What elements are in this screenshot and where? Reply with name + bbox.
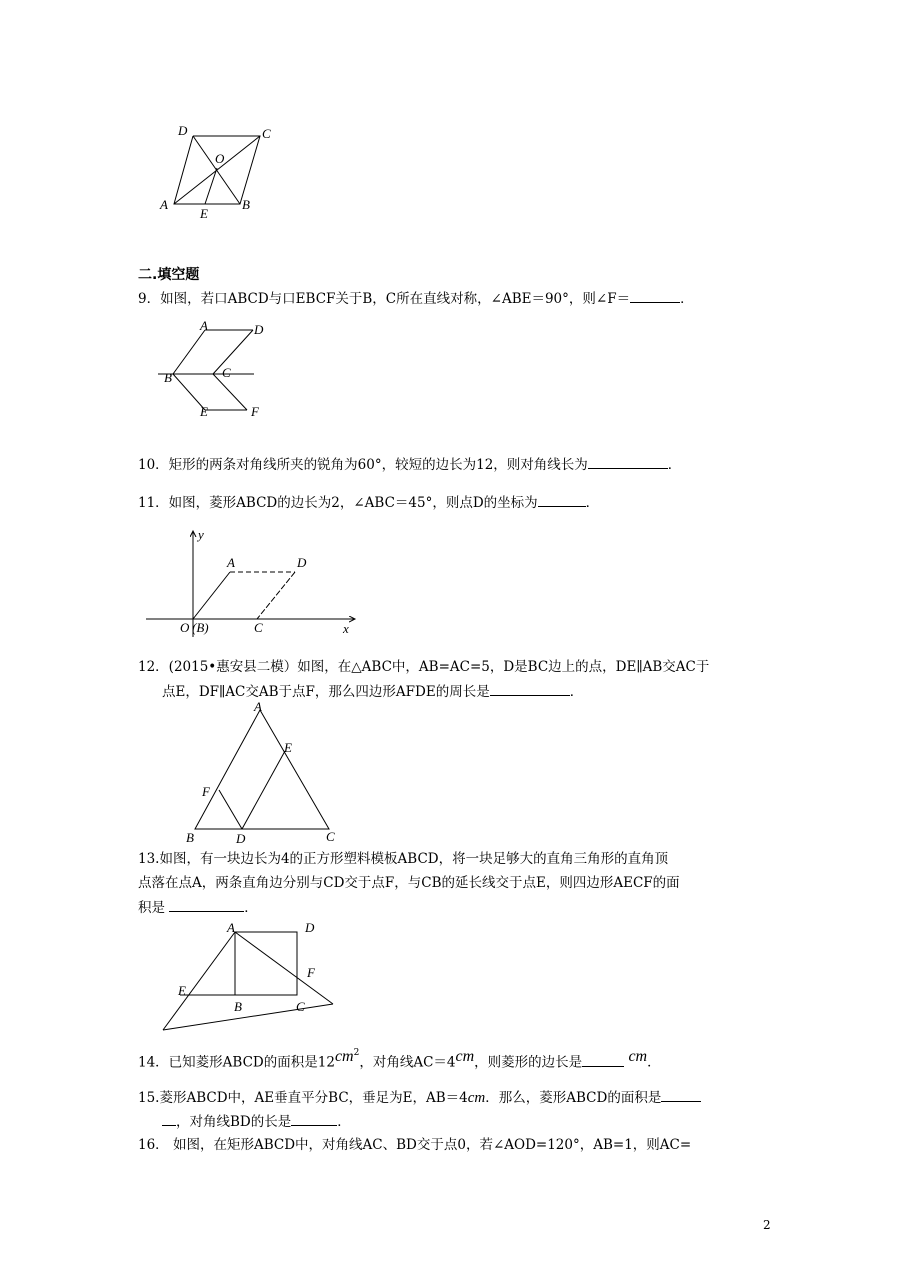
question-13-text: 积是 bbox=[138, 900, 165, 916]
label-E: E bbox=[200, 404, 208, 419]
label-B: B bbox=[164, 370, 172, 385]
question-15-end: ． bbox=[337, 1114, 351, 1130]
label-A: A bbox=[227, 920, 235, 935]
unit-cm: cm bbox=[467, 1090, 486, 1106]
question-9-text: 9．如图，若口ABCD与口EBCF关于B，C所在直线对称，∠ABE＝90°，则∠F＝ bbox=[138, 291, 631, 307]
figure-q9 bbox=[158, 320, 268, 420]
question-11-text: 11．如图，菱形ABCD的边长为2，∠ABC＝45°，则点D的坐标为 bbox=[138, 495, 538, 511]
question-14 bbox=[138, 1047, 661, 1072]
question-14-end: ． bbox=[647, 1054, 661, 1071]
question-14-part-1: 14．已知菱形ABCD的面积是12 bbox=[138, 1054, 335, 1071]
label-C: C bbox=[254, 620, 263, 635]
unit-cm: cm bbox=[455, 1047, 475, 1065]
question-15-part-2: ．那么，菱形ABCD的面积是 bbox=[485, 1090, 662, 1106]
answer-blank bbox=[169, 898, 244, 912]
label-D: D bbox=[178, 123, 188, 138]
label-C: C bbox=[262, 126, 271, 141]
figure-parallelogram-abcd bbox=[155, 118, 285, 223]
question-13-line-2: 点落在点A，两条直角边分别与CD交于点F，与CB的延长线交于点E，则四边形AECF的面 bbox=[138, 875, 680, 891]
label-E: E bbox=[200, 206, 208, 221]
label-C: C bbox=[296, 999, 305, 1014]
label-C: C bbox=[222, 365, 231, 380]
label-x: x bbox=[343, 621, 349, 636]
label-O: O bbox=[180, 620, 190, 635]
question-11-end: ． bbox=[585, 495, 600, 511]
label-E: E bbox=[178, 983, 186, 998]
label-B: B bbox=[186, 830, 194, 845]
question-12-end: ． bbox=[569, 684, 584, 700]
figure-q11-coordinate-plane bbox=[140, 525, 365, 640]
label-D: D bbox=[305, 920, 315, 935]
question-15-part-1: 15.菱形ABCD中，AE垂直平分BC，垂足为E，AB＝4 bbox=[138, 1090, 468, 1106]
label-D: D bbox=[236, 831, 246, 846]
section-title: 二.填空题 bbox=[138, 267, 200, 283]
answer-blank bbox=[162, 1112, 176, 1126]
label-y: y bbox=[198, 527, 204, 542]
answer-blank bbox=[291, 1112, 337, 1126]
question-11 bbox=[138, 493, 599, 512]
label-C: C bbox=[326, 829, 335, 844]
unit-cm: cm bbox=[628, 1047, 648, 1065]
label-A: A bbox=[200, 320, 208, 333]
label-D: D bbox=[254, 322, 264, 337]
label-B: B bbox=[242, 197, 250, 212]
answer-blank bbox=[582, 1053, 624, 1067]
question-14-part-2: ，对角线AC＝4 bbox=[359, 1054, 456, 1071]
figure-q12-triangle bbox=[180, 698, 345, 846]
question-14-part-3: ，则菱形的边长是 bbox=[474, 1054, 583, 1071]
question-15-line-2 bbox=[162, 1112, 351, 1131]
label-A: A bbox=[254, 699, 262, 714]
question-13-line-1: 13.如图，有一块边长为4的正方形塑料模板ABCD，将一块足够大的直角三角形的直角顶 bbox=[138, 851, 669, 867]
answer-blank bbox=[661, 1088, 701, 1102]
label-B: B bbox=[234, 999, 242, 1014]
answer-blank bbox=[630, 289, 680, 303]
question-13-line-3 bbox=[138, 898, 258, 917]
answer-blank bbox=[588, 455, 668, 469]
label-D: D bbox=[297, 555, 307, 570]
label-A: A bbox=[227, 555, 235, 570]
question-12-text: 点E，DF∥AC交AB于点F，那么四边形AFDE的周长是 bbox=[162, 684, 490, 700]
label-F: F bbox=[251, 404, 259, 419]
label-O: O bbox=[215, 151, 225, 166]
question-9 bbox=[138, 289, 694, 308]
question-10-end: ． bbox=[667, 457, 682, 473]
label-F: F bbox=[202, 784, 210, 799]
answer-blank bbox=[538, 493, 586, 507]
question-15-part-3: ，对角线BD的长是 bbox=[176, 1114, 292, 1130]
label-E: E bbox=[284, 740, 292, 755]
question-15-line-1 bbox=[138, 1088, 701, 1107]
question-10 bbox=[138, 455, 681, 474]
unit-exponent: 2 bbox=[353, 1048, 360, 1058]
question-9-end: ． bbox=[680, 291, 694, 307]
label-B: (B) bbox=[192, 620, 209, 635]
question-16: 16． 如图，在矩形ABCD中，对角线AC、BD交于点0，若∠AOD=120°，AB=1，则AC= bbox=[138, 1137, 692, 1153]
answer-blank bbox=[490, 682, 570, 696]
figure-q13-square bbox=[155, 918, 345, 1038]
question-12-line-1: 12．(2015•惠安县二模）如图，在△ABC中，AB=AC=5，D是BC边上的点，DE∥AB交AC于 bbox=[138, 659, 710, 675]
unit-cm: cm bbox=[334, 1047, 354, 1065]
label-F: F bbox=[307, 965, 315, 980]
label-A: A bbox=[160, 197, 168, 212]
page-number: 2 bbox=[763, 1218, 771, 1232]
question-10-text: 10．矩形的两条对角线所夹的锐角为60°，较短的边长为12，则对角线长为 bbox=[138, 457, 588, 473]
question-13-end: ． bbox=[244, 900, 258, 916]
